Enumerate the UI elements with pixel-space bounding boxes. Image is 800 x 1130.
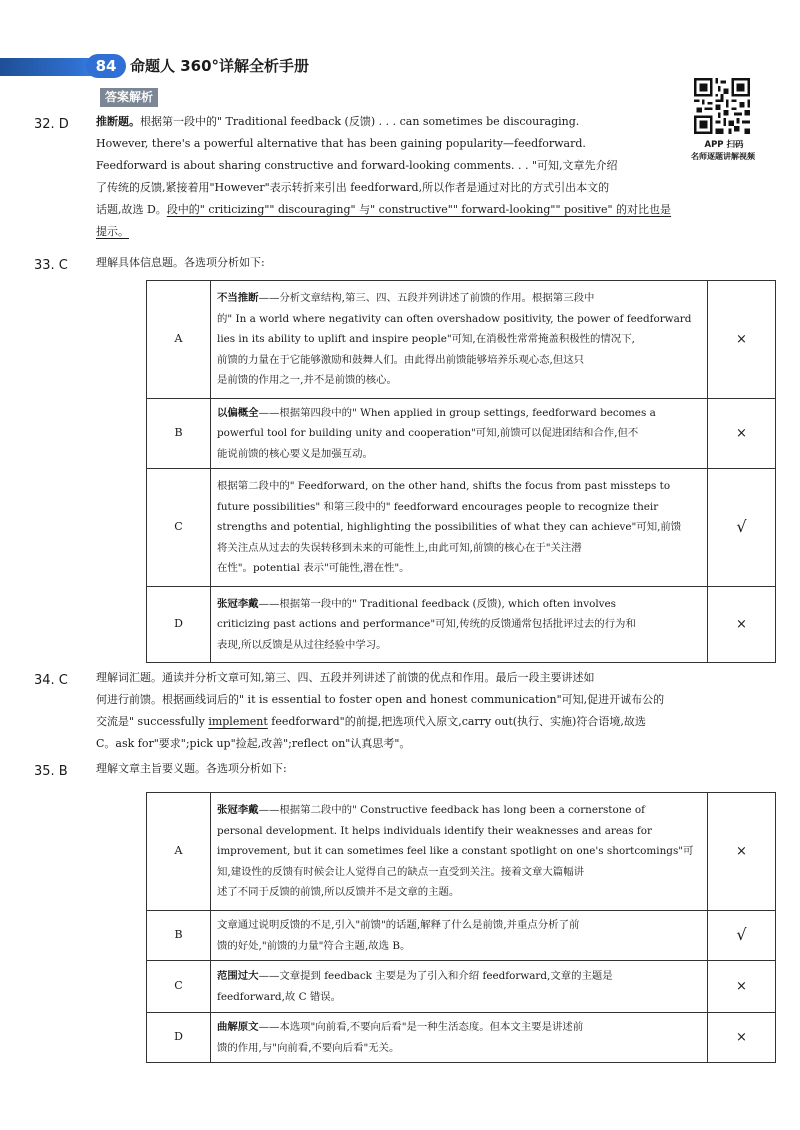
table-row bbox=[147, 1013, 776, 1063]
table-row bbox=[147, 399, 776, 469]
text-line: 文章通过说明反馈的不足,引入"前馈"的话题,解释了什么是前馈,并重点分析了前 bbox=[217, 919, 580, 931]
question-number: 34. C bbox=[34, 673, 68, 688]
book-title: 命题人 360°详解全析手册 bbox=[130, 57, 310, 75]
text-line: ——文章提到 feedback 主要是为了引入和介绍 feedforward,文章的主题是 bbox=[258, 970, 613, 982]
text-line: 交流是" successfully bbox=[96, 715, 209, 728]
text-line: 能说前馈的核心要义是加强互动。 bbox=[217, 447, 373, 460]
text-line: 表现,所以反馈是从过往经验中学习。 bbox=[217, 638, 387, 651]
wrong-mark bbox=[708, 399, 776, 469]
text-line: 馈的好处,"前馈的力量"符合主题,故选 B。 bbox=[217, 939, 411, 952]
wrong-mark bbox=[708, 1013, 776, 1063]
option-label: D bbox=[147, 1013, 211, 1063]
tag: 张冠李戴 bbox=[217, 597, 259, 610]
table-row bbox=[147, 281, 776, 399]
text-line: ——根据第二段中的" Constructive feedback has long been a cornerstone of bbox=[258, 804, 645, 817]
underlined-text: 段中的" criticizing"" discouraging" 与" constructive"" forward-looking"" positive" 的对比也是 bbox=[166, 203, 672, 216]
table-row bbox=[147, 469, 776, 587]
question-intro: 理解具体信息题。各选项分析如下: bbox=[96, 256, 265, 269]
option-label: D bbox=[147, 587, 211, 663]
option-label: A bbox=[147, 793, 211, 911]
text-line: C。ask for"要求";pick up"捡起,改善";reflect on"认真思考"。 bbox=[96, 737, 411, 750]
text-line: personal development. It helps individuals identify their weaknesses and areas for bbox=[217, 824, 652, 837]
text-line: 根据第一段中的" Traditional feedback (反馈) . . . can sometimes be discouraging. bbox=[140, 115, 580, 128]
tag: 以偏概全 bbox=[217, 406, 259, 419]
wrong-mark bbox=[708, 587, 776, 663]
wrong-mark bbox=[708, 281, 776, 399]
text-line: ——根据第四段中的" When applied in group settings, feedforward becomes a bbox=[258, 406, 656, 419]
underlined-word: implement bbox=[208, 715, 268, 728]
analysis-table bbox=[146, 280, 776, 663]
option-analysis bbox=[211, 1013, 708, 1063]
mark-symbol: × bbox=[736, 331, 747, 347]
text-line: powerful tool for building unity and cooperation"可知,前馈可以促进团结和合作,但不 bbox=[217, 427, 639, 440]
text-line: 馈的作用,与"向前看,不要向后看"无关。 bbox=[217, 1041, 400, 1054]
text-line: 将关注点从过去的失误转移到未来的可能性上,由此可知,前馈的核心在于"关注潜 bbox=[217, 541, 582, 554]
text-line: However, there's a powerful alternative that has been gaining popularity—feedforward. bbox=[96, 137, 586, 150]
page-number: 84 bbox=[86, 54, 126, 78]
option-analysis bbox=[211, 281, 708, 399]
qr-subcaption: 名师逐题讲解视频 bbox=[691, 152, 755, 161]
option-analysis bbox=[211, 961, 708, 1013]
text-line: feedforward,故 C 错误。 bbox=[217, 990, 341, 1003]
answer-paragraph bbox=[96, 667, 786, 755]
analysis-table bbox=[146, 792, 776, 1063]
option-analysis bbox=[211, 911, 708, 961]
text-line: 是前馈的作用之一,并不是前馈的核心。 bbox=[217, 374, 397, 387]
text-line: 理解词汇题。通读并分析文章可知,第三、四、五段并列讲述了前馈的优点和作用。最后一段主要讲述如 bbox=[96, 671, 595, 684]
text-line: 话题,故选 D。 bbox=[96, 203, 167, 216]
wrong-mark bbox=[708, 961, 776, 1013]
text-line: 根据第二段中的" Feedforward, on the other hand, shifts the focus from past missteps to bbox=[217, 480, 671, 493]
table-row bbox=[147, 911, 776, 961]
table-row bbox=[147, 793, 776, 911]
text-line: 前馈的力量在于它能够激励和鼓舞人们。由此得出前馈能够培养乐观心态,但这只 bbox=[217, 353, 584, 366]
question-intro: 理解文章主旨要义题。各选项分析如下: bbox=[96, 762, 287, 775]
section-label: 答案解析 bbox=[100, 88, 158, 107]
text-line: feedforward"的前提,把选项代入原文,carry out(执行、实施)符合语境,故选 bbox=[267, 715, 646, 728]
text-line: future possibilities" 和第三段中的" feedforward encourages people to recognize their bbox=[217, 500, 659, 513]
option-label: B bbox=[147, 911, 211, 961]
answer-paragraph bbox=[96, 177, 776, 243]
text-line: improvement, but it can sometimes feel like a constant spotlight on one's shortcomings"可 bbox=[217, 845, 694, 858]
mark-symbol: × bbox=[736, 425, 747, 441]
table-row bbox=[147, 587, 776, 663]
question-number: 33. C bbox=[34, 258, 68, 273]
tag: 曲解原文 bbox=[217, 1021, 259, 1033]
option-label: C bbox=[147, 469, 211, 587]
tag: 范围过大 bbox=[217, 970, 259, 982]
question-number: 35. B bbox=[34, 764, 68, 779]
option-label: C bbox=[147, 961, 211, 1013]
correct-mark bbox=[708, 911, 776, 961]
option-analysis bbox=[211, 587, 708, 663]
text-line: 了传统的反馈,紧接着用"However"表示转折来引出 feedforward,所以作者是通过对比的方式引出本文的 bbox=[96, 181, 610, 194]
mark-symbol: × bbox=[736, 978, 747, 994]
mark-symbol: √ bbox=[736, 924, 747, 944]
text-line: 的" In a world where negativity can often overshadow positivity, the power of feedforward bbox=[217, 312, 692, 325]
qr-caption: APP 扫码 bbox=[704, 140, 744, 150]
qr-code-icon[interactable] bbox=[694, 78, 750, 134]
mark-symbol: √ bbox=[736, 516, 747, 536]
wrong-mark bbox=[708, 793, 776, 911]
option-label: A bbox=[147, 281, 211, 399]
text-line: strengths and potential, highlighting the possibilities of what they can achieve"可知,前馈 bbox=[217, 521, 682, 534]
text-line: 何进行前馈。根据画线词后的" it is essential to foster open and honest communication"可知,促进开诚布公的 bbox=[96, 693, 665, 706]
text-line: ——根据第一段中的" Traditional feedback (反馈), which often involves bbox=[258, 597, 617, 610]
option-analysis bbox=[211, 469, 708, 587]
option-analysis bbox=[211, 399, 708, 469]
table-row bbox=[147, 961, 776, 1013]
text-line: ——分析文章结构,第三、四、五段并列讲述了前馈的作用。根据第三段中 bbox=[258, 292, 595, 305]
option-label: B bbox=[147, 399, 211, 469]
answer-paragraph bbox=[96, 111, 686, 177]
mark-symbol: × bbox=[736, 843, 747, 859]
text-line: 知,建设性的反馈有时候会让人觉得自己的缺点一直受到关注。接着文章大篇幅讲 bbox=[217, 865, 584, 878]
mark-symbol: × bbox=[736, 616, 747, 632]
text-line: 在性"。potential 表示"可能性,潜在性"。 bbox=[217, 562, 410, 575]
tag: 不当推断 bbox=[217, 292, 259, 305]
text-line: lies in its ability to uplift and inspire people"可知,在消极性常常掩盖积极性的情况下, bbox=[217, 333, 635, 346]
mark-symbol: × bbox=[736, 1029, 747, 1045]
question-number: 32. D bbox=[34, 117, 69, 132]
tag: 张冠李戴 bbox=[217, 804, 259, 817]
option-analysis bbox=[211, 793, 708, 911]
correct-mark bbox=[708, 469, 776, 587]
underlined-text: 提示。 bbox=[96, 225, 129, 238]
text-line: 述了不同于反馈的前馈,所以反馈并不是文章的主题。 bbox=[217, 886, 460, 899]
page-header bbox=[0, 48, 800, 82]
text-line: Feedforward is about sharing constructive and forward-looking comments. . . "可知,文章先介绍 bbox=[96, 159, 618, 172]
text-line: ——本选项"向前看,不要向后看"是一种生活态度。但本文主要是讲述前 bbox=[258, 1021, 584, 1033]
text-line: criticizing past actions and performance"可知,传统的反馈通常包括批评过去的行为和 bbox=[217, 618, 636, 631]
question-type: 推断题。 bbox=[96, 115, 140, 128]
